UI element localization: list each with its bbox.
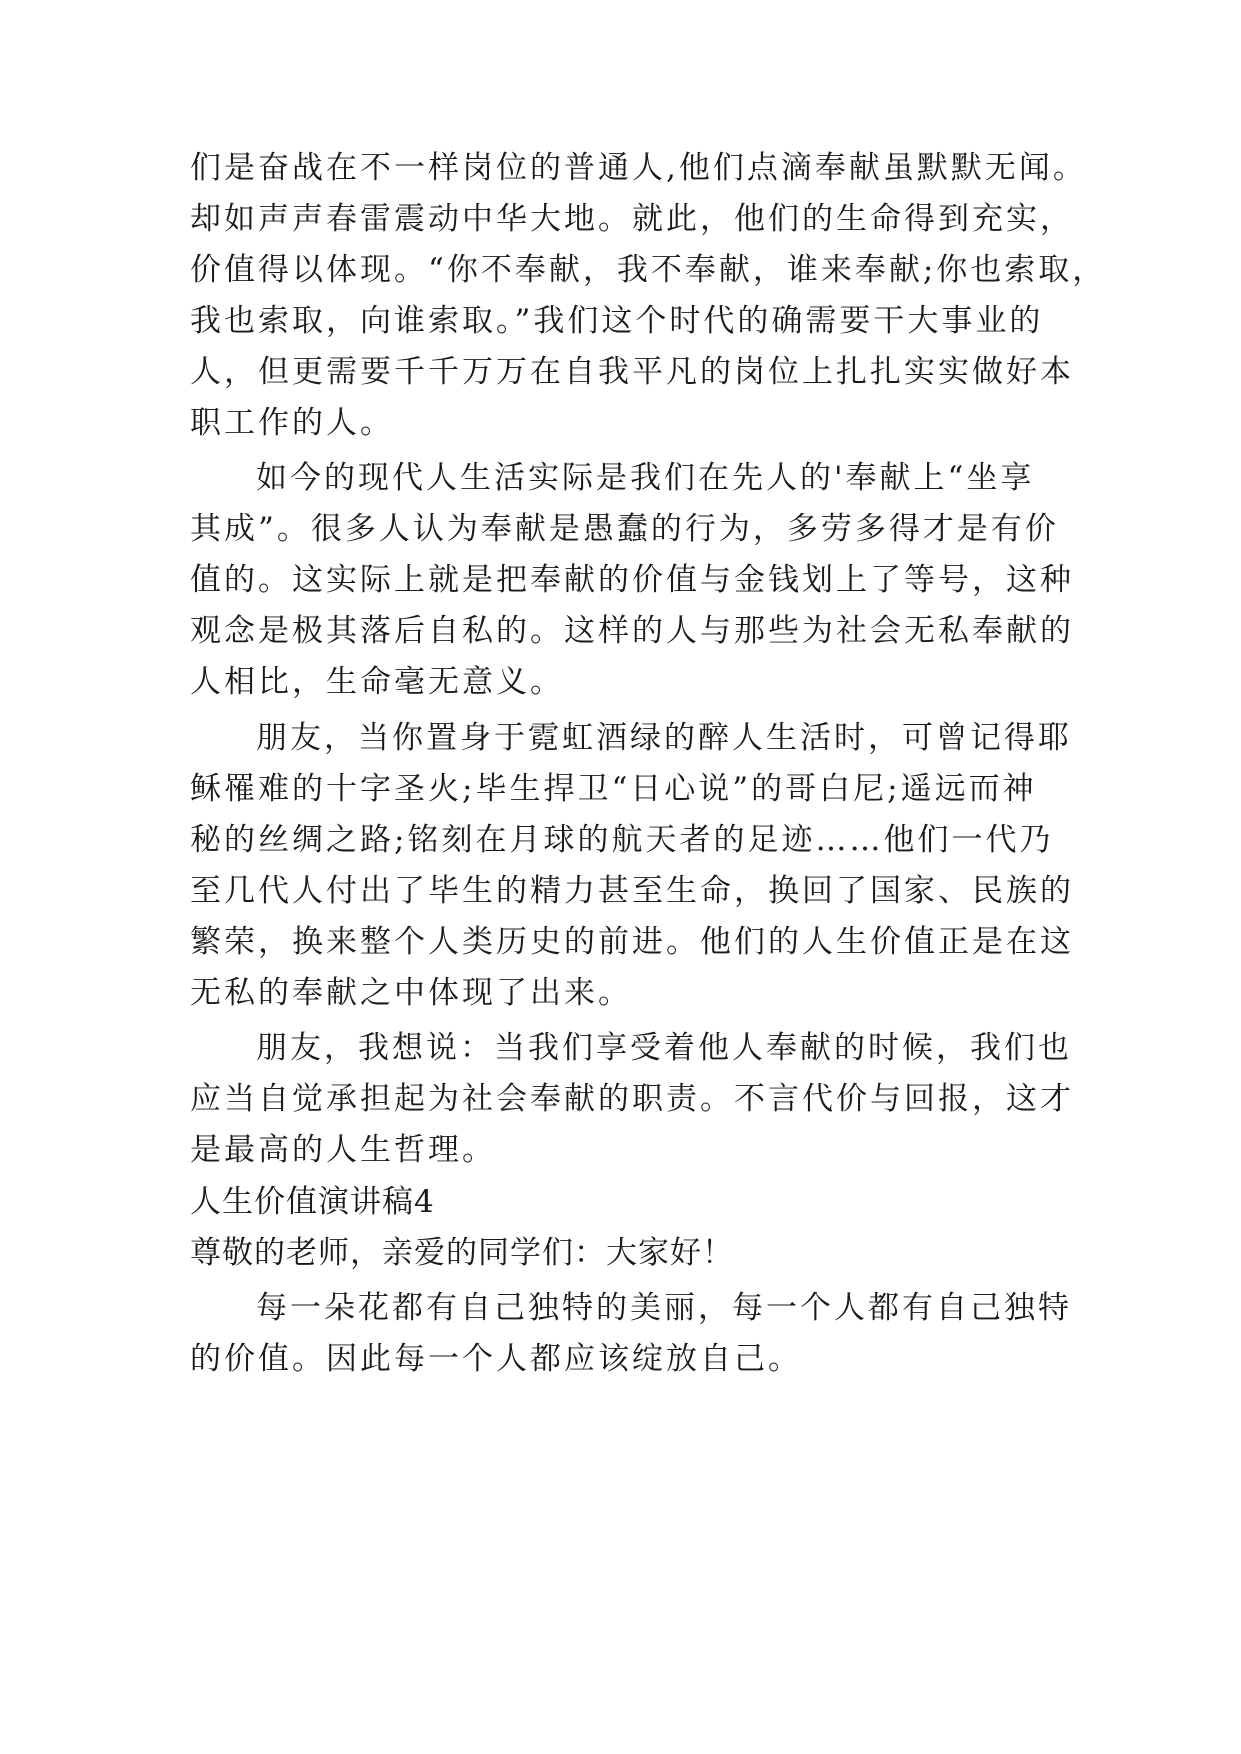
section-heading: 人生价值演讲稿4 <box>190 1184 435 1220</box>
paragraph-first-line: 朋友，当你置身于霓虹酒绿的醉人生活时，可曾记得耶 <box>256 720 1072 756</box>
body-line: 人相比，生命毫无意义。 <box>190 664 564 700</box>
body-line: 应当自觉承担起为社会奉献的职责。不言代价与回报，这才 <box>190 1081 1074 1117</box>
body-line: 人，但更需要千千万万在自我平凡的岗位上扎扎实实做好本 <box>190 354 1074 390</box>
paragraph-first-line: 如今的现代人生活实际是我们在先人的'奉献上“坐享 <box>256 460 1035 496</box>
body-line: 是最高的人生哲理。 <box>190 1132 496 1168</box>
body-line: 观念是极其落后自私的。这样的人与那些为社会无私奉献的 <box>190 613 1074 649</box>
body-line: 值的。这实际上就是把奉献的价值与金钱划上了等号，这种 <box>190 562 1074 598</box>
body-line: 稣罹难的十字圣火;毕生捍卫“日心说”的哥白尼;遥远而神 <box>190 771 1037 807</box>
body-line: 却如声声春雷震动中华大地。就此，他们的生命得到充实， <box>190 201 1074 237</box>
body-line: 至几代人付出了毕生的精力甚至生命，换回了国家、民族的 <box>190 873 1074 909</box>
paragraph-first-line: 每一朵花都有自己独特的美丽，每一个人都有自己独特 <box>256 1290 1072 1326</box>
body-line: 秘的丝绸之路;铭刻在月球的航天者的足迹……他们一代乃 <box>190 822 1054 858</box>
paragraph-first-line: 朋友，我想说：当我们享受着他人奉献的时候，我们也 <box>256 1030 1072 1066</box>
body-line: 我也索取，向谁索取。”我们这个时代的确需要干大事业的 <box>190 303 1044 339</box>
body-line: 无私的奉献之中体现了出来。 <box>190 975 632 1011</box>
salutation: 尊敬的老师，亲爱的同学们：大家好！ <box>190 1235 734 1271</box>
body-line: 职工作的人。 <box>190 405 394 441</box>
body-line: 的价值。因此每一个人都应该绽放自己。 <box>190 1341 802 1377</box>
body-line: 价值得以体现。“你不奉献，我不奉献，谁来奉献;你也索取， <box>190 252 1107 288</box>
body-line: 繁荣，换来整个人类历史的前进。他们的人生价值正是在这 <box>190 924 1074 960</box>
body-line: 其成”。很多人认为奉献是愚蠢的行为，多劳多得才是有价 <box>190 511 1059 547</box>
body-line: 们是奋战在不一样岗位的普通人,他们点滴奉献虽默默无闻。 <box>190 150 1087 186</box>
